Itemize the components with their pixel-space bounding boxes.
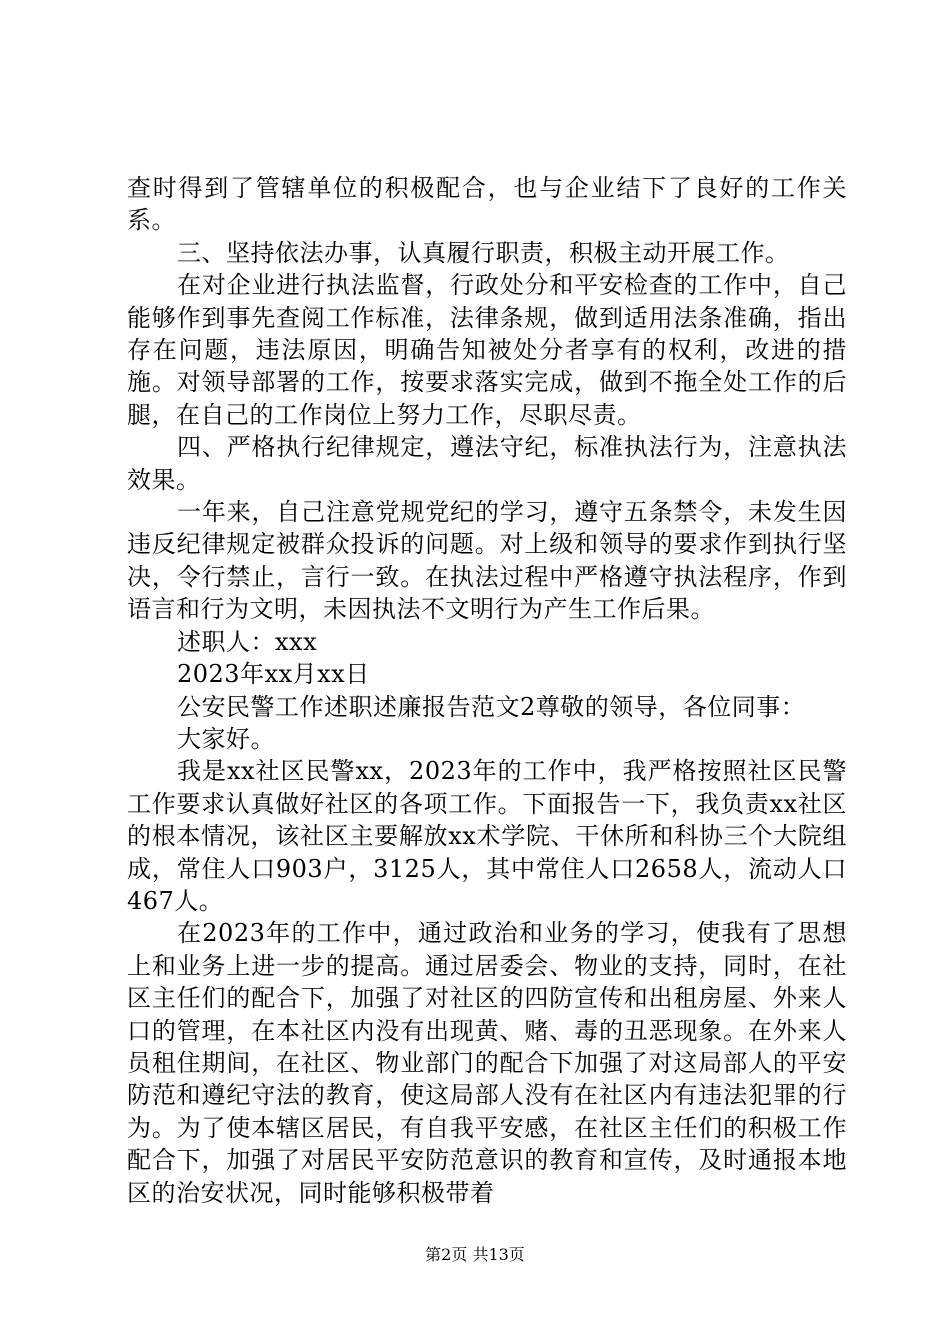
paragraph: 在对企业进行执法监督，行政处分和平安检查的工作中，自己能够作到事先查阅工作标准，法律条规，做到适用法条准确，指出存在问题，违法原因，明确告知被处分者享有的权利，改进的措施。对领导部署的工作，按要求落实完成，做到不拖全处工作的后腿，在自己的工作岗位上努力工作，尽职尽责。 [127,271,847,429]
paragraph-heading-4: 四、严格执行纪律规定，遵法守纪，标准执法行为，注意执法效果。 [127,433,847,494]
paragraph: 我是xx社区民警xx，2023年的工作中，我严格按照社区民警工作要求认真做好社区的各项工作。下面报告一下，我负责xx社区的根本情况，该社区主要解放xx术学院、干休所和科协三个大院组成，常住人口903户，3125人，其中常住人口2658人，流动人口467人。 [127,757,847,915]
paragraph: 在2023年的工作中，通过政治和业务的学习，使我有了思想上和业务上进一步的提高。通过居委会、物业的支持，同时，在社区主任们的配合下，加强了对社区的四防宣传和出租房屋、外来人口的管理，在本社区内没有出现黄、赌、毒的丑恶现象。在外来人员租住期间，在社区、物业部门的配合下加强了对这局部人的平安防范和遵纪守法的教育，使这局部人没有在社区内有违法犯罪的行为。为了使本辖区居民，有自我平安感，在社区主任们的积极工作配合下，加强了对居民平安防范意识的教育和宣传，及时通报本地区的治安状况，同时能够积极带着 [127,919,847,1207]
date-line: 2023年xx月xx日 [177,660,370,689]
paragraph-heading-3: 三、坚持依法办事，认真履行职责，积极主动开展工作。 [177,238,790,267]
page-number-label: 第2页 共13页 [425,1245,525,1264]
document-body [127,172,847,1209]
paragraph-continuation: 查时得到了管辖单位的积极配合，也与企业结下了良好的工作关系。 [127,174,847,235]
section-title-line: 公安民警工作述职述廉报告范文2尊敬的领导，各位同事： [177,692,806,721]
signature-line: 述职人：xxx [177,627,318,656]
page-footer [0,1242,950,1265]
greeting-line: 大家好。 [177,724,275,753]
paragraph: 一年来，自己注意党规党纪的学习，遵守五条禁令，未发生因违反纪律规定被群众投诉的问题。对上级和领导的要求作到执行坚决，令行禁止，言行一致。在执法过程中严格遵守执法程序，作到语言和行为文明，未因执法不文明行为产生工作后果。 [127,498,847,624]
